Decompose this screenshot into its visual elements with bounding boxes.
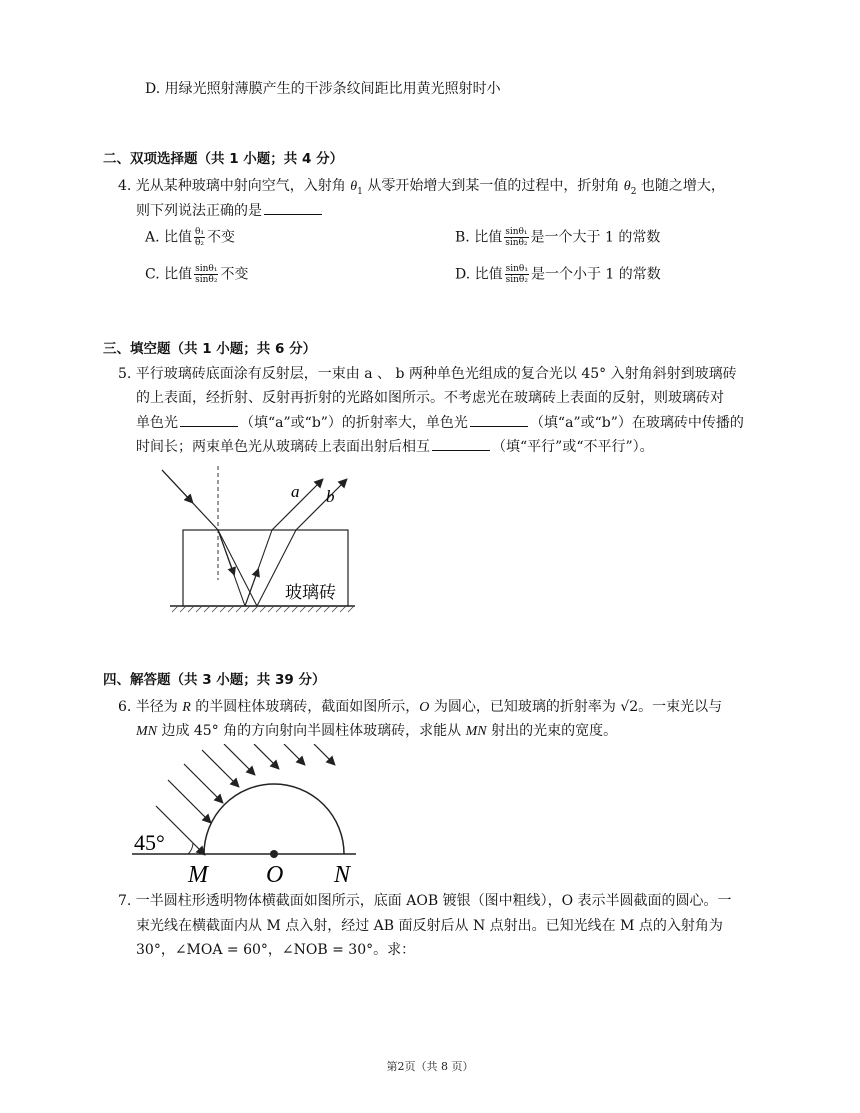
q4-text: 则下列说法正确的是	[136, 203, 262, 219]
symbol-MN: MN	[465, 724, 487, 739]
option-label: D. 比值	[455, 266, 503, 283]
fraction-numerator: sinθ₁	[505, 264, 528, 274]
fraction-numerator: θ₁	[195, 227, 205, 237]
q5-text: （填“a”或“b”）的折射率大，单色光	[240, 415, 468, 431]
question5-line4	[136, 436, 654, 457]
question4-option-b	[455, 227, 660, 248]
q6-text: 6. 半径为	[118, 699, 178, 715]
ray-b-refracted	[218, 530, 257, 606]
q6-text: 射出的光束的宽度。	[491, 723, 618, 739]
answer-blank[interactable]	[470, 412, 528, 427]
symbol-O: O	[419, 700, 430, 715]
label-M: M	[188, 862, 208, 888]
q4-text: 也随之增大，	[640, 178, 725, 194]
theta1-subscript: 1	[357, 186, 363, 197]
fraction	[505, 264, 529, 285]
theta1-symbol: θ	[350, 179, 358, 194]
center-point-O	[270, 850, 278, 858]
label-b: b	[326, 487, 335, 506]
theta2-symbol: θ	[623, 179, 631, 194]
sqrt2-value: √2	[620, 699, 639, 715]
question6-line2	[136, 721, 617, 742]
question4-stem-line2	[136, 200, 324, 221]
label-N: N	[334, 862, 351, 888]
symbol-R: R	[182, 700, 191, 715]
question4-option-c	[145, 264, 248, 285]
parallel-rays	[156, 744, 334, 854]
ray-b-exit	[296, 480, 346, 530]
answer-blank[interactable]	[180, 412, 238, 427]
option-text: 不变	[220, 266, 249, 283]
question3-option-d: D. 用绿光照射薄膜产生的干涉条纹间距比用黄光照射时小	[145, 81, 501, 97]
section-heading-double-choice: 二、双项选择题（共 1 小题；共 4 分）	[103, 151, 344, 167]
refracted-arrow	[218, 530, 234, 574]
glass-brick-diagram	[150, 462, 390, 618]
question5-line2: 的上表面，经折射、反射再折射的光路如图所示。不考虑光在玻璃砖上表面的反射，则玻璃砖对	[136, 390, 724, 406]
fraction	[194, 264, 218, 285]
question7-line1: 7. 一半圆柱形透明物体横截面如图所示，底面 AOB 镀银（图中粗线），O 表示半圆截面的圆心。一	[118, 893, 732, 909]
option-label: A. 比值	[145, 229, 193, 246]
question4-option-a	[145, 227, 235, 248]
question6-line1	[118, 697, 722, 718]
section-heading-solutions: 四、解答题（共 3 小题；共 39 分）	[103, 672, 326, 688]
q4-text: 4. 光从某种玻璃中射向空气，入射角	[118, 178, 346, 194]
semicircle-glass-diagram	[128, 744, 364, 888]
angle-arc	[188, 843, 193, 854]
question4-stem-line1	[118, 176, 725, 202]
reflected-arrow	[245, 570, 258, 606]
answer-blank[interactable]	[264, 200, 322, 215]
option-label: B. 比值	[455, 229, 503, 246]
fraction	[194, 227, 205, 248]
option-text: 是一个小于 1 的常数	[530, 266, 661, 283]
question5-line3	[136, 412, 744, 433]
incident-ray-arrow	[162, 470, 192, 502]
fraction-denominator: sinθ₂	[195, 275, 218, 285]
q6-text: 边成 45° 角的方向射向半圆柱体玻璃砖，求能从	[161, 723, 462, 739]
question4-option-d	[455, 264, 661, 285]
fraction-numerator: sinθ₁	[195, 264, 218, 274]
q6-text: 的半圆柱体玻璃砖，截面如图所示，	[195, 699, 420, 715]
semicircle-arc	[204, 784, 344, 854]
option-text: 不变	[207, 229, 236, 246]
fraction	[504, 227, 528, 248]
label-O: O	[266, 862, 284, 888]
label-a: a	[291, 482, 300, 501]
angle-label: 45°	[134, 830, 165, 855]
q4-text: 从零开始增大到某一值的过程中，折射角	[367, 178, 620, 194]
q5-text: （填“平行”或“不平行”）。	[492, 439, 654, 455]
fraction-numerator: sinθ₁	[505, 227, 528, 237]
q6-text: 为圆心，已知玻璃的折射率为	[433, 699, 616, 715]
fraction-denominator: θ₂	[195, 238, 205, 248]
section-heading-fill-in: 三、填空题（共 1 小题；共 6 分）	[103, 341, 317, 357]
fraction-denominator: sinθ₂	[505, 275, 528, 285]
hatching	[172, 606, 354, 612]
option-text: 是一个大于 1 的常数	[530, 229, 661, 246]
q5-text: 单色光	[136, 415, 178, 431]
q5-text: （填“a”或“b”）在玻璃砖中传播的	[529, 415, 744, 431]
theta2-subscript: 2	[630, 186, 637, 197]
q5-text: 时间长；两束单色光从玻璃砖上表面出射后相互	[136, 439, 430, 455]
question7-line3: 30°，∠MOA = 60°，∠NOB = 30°。求：	[136, 942, 416, 958]
question7-line2: 束光线在横截面内从 M 点入射，经过 AB 面反射后从 N 点射出。已知光线在 M 点的入射角为	[136, 918, 723, 934]
question5-line1: 5. 平行玻璃砖底面涂有反射层，一束由 a 、 b 两种单色光组成的复合光以 45° 入射角斜射到玻璃砖	[118, 366, 737, 382]
page-footer: 第2页（共 8 页）	[386, 1060, 474, 1073]
q6-text: 。一束光以与	[638, 699, 723, 715]
option-label: C. 比值	[145, 266, 193, 283]
symbol-MN: MN	[136, 724, 157, 739]
answer-blank[interactable]	[432, 436, 490, 451]
fraction-denominator: sinθ₂	[505, 238, 528, 248]
label-glass-brick: 玻璃砖	[285, 583, 336, 603]
